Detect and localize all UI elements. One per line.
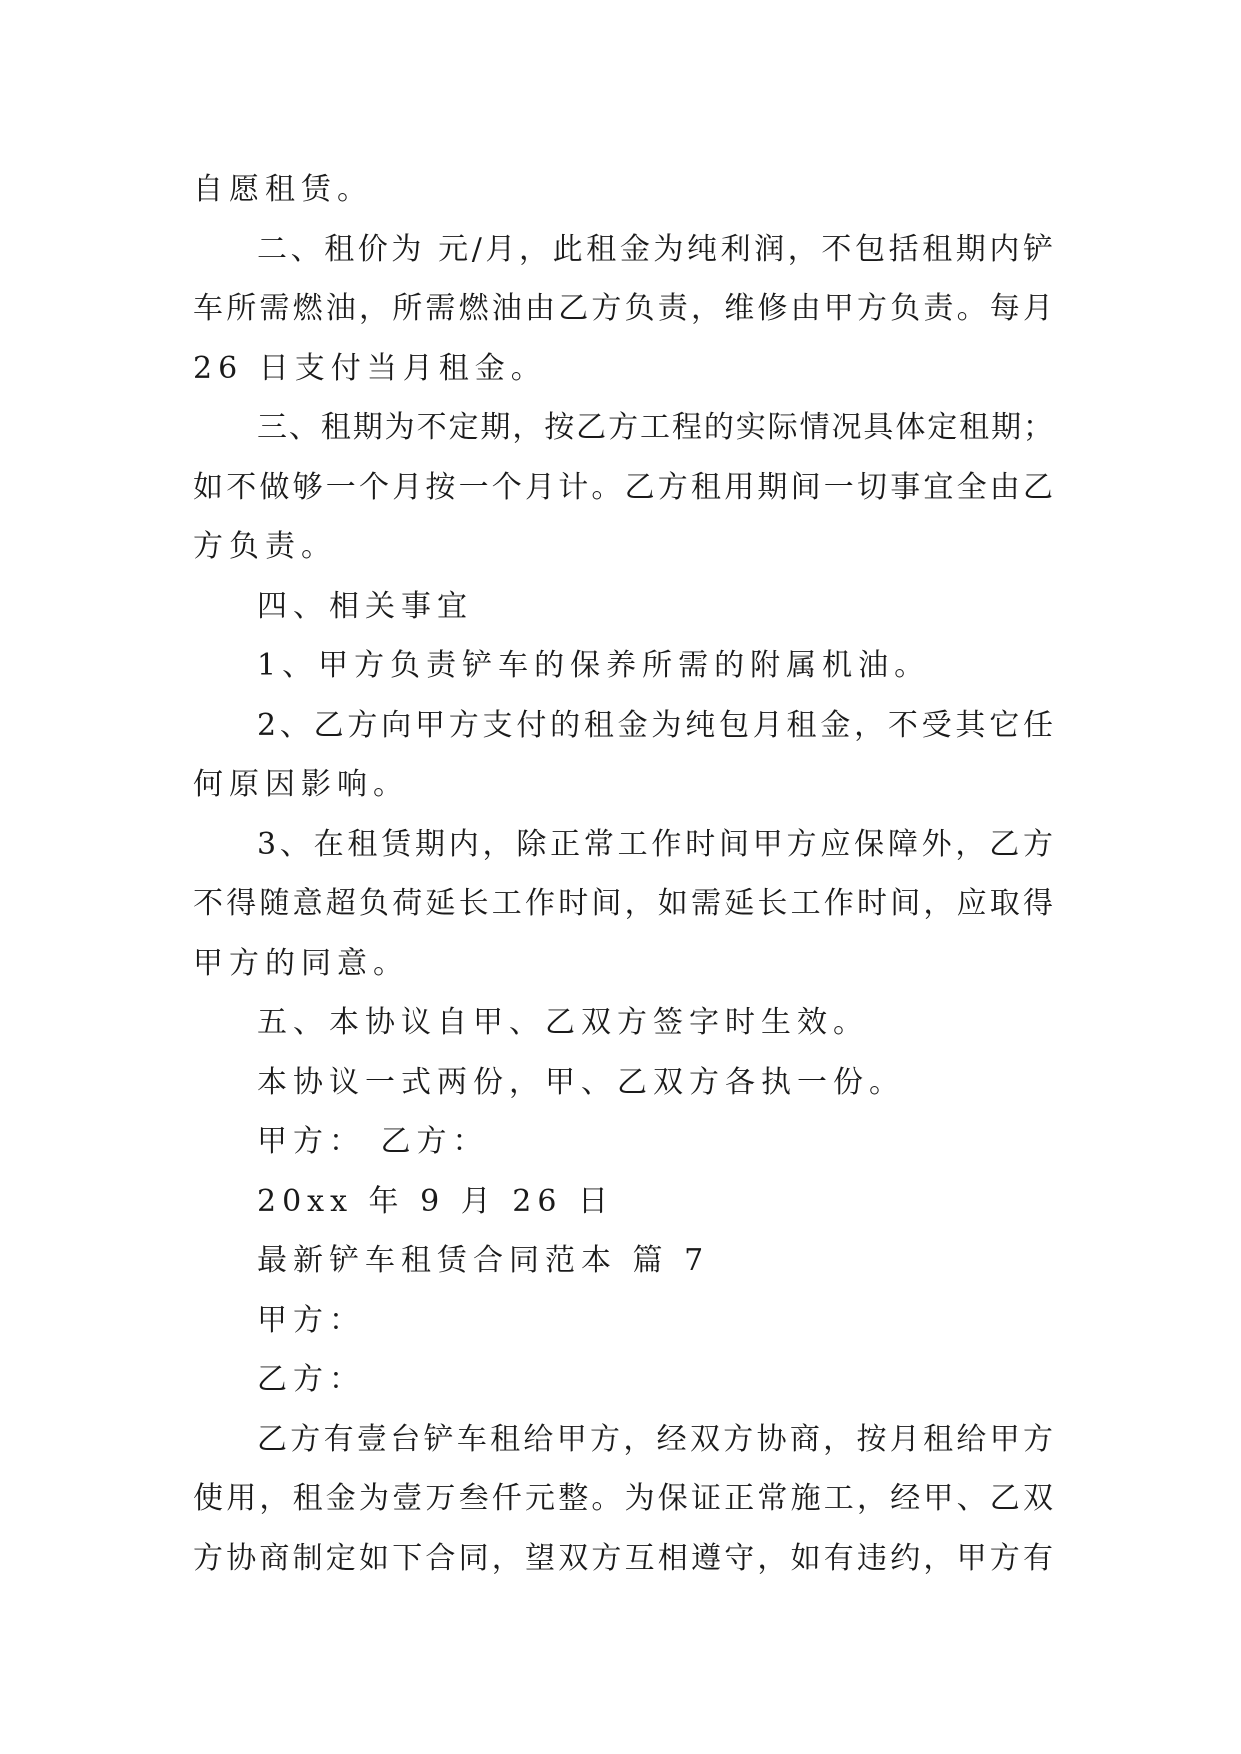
text-line: 2、乙方向甲方支付的租金为纯包月租金，不受其它任: [257, 707, 1053, 743]
text-line: 方协商制定如下合同，望双方互相遵守，如有违约，甲方有: [193, 1540, 1053, 1576]
text-line: 二、租价为 元/月，此租金为纯利润，不包括租期内铲: [257, 231, 1053, 267]
text-line: 26 日支付当月租金。: [193, 350, 547, 386]
signature-line: 甲方： 乙方：: [257, 1124, 489, 1159]
text-line: 1、甲方负责铲车的保养所需的附属机油。: [257, 648, 931, 683]
text-line: 车所需燃油，所需燃油由乙方负责，维修由甲方负责。每月: [193, 291, 1053, 326]
text-line: 本协议一式两份，甲、乙双方各执一份。: [257, 1064, 905, 1100]
text-line: 3、在租赁期内，除正常工作时间甲方应保障外，乙方: [257, 826, 1053, 862]
text-line: 不得随意超负荷延长工作时间，如需延长工作时间，应取得: [193, 886, 1053, 921]
text-line: 乙方有壹台铲车租给甲方，经双方协商，按月租给甲方: [257, 1421, 1053, 1457]
text-line: 自愿租赁。: [193, 172, 373, 207]
text-line: 三、租期为不定期，按乙方工程的实际情况具体定租期；: [257, 410, 1053, 445]
party-a-line: 甲方：: [257, 1302, 365, 1338]
text-line: 如不做够一个月按一个月计。乙方租用期间一切事宜全由乙: [193, 469, 1053, 505]
party-b-line: 乙方：: [257, 1362, 365, 1397]
date-line: 20xx 年 9 月 26 日: [257, 1183, 614, 1219]
contract-title: 最新铲车租赁合同范本 篇 7: [257, 1243, 710, 1278]
document-body: [193, 160, 1053, 1588]
text-line: 甲方的同意。: [193, 945, 409, 981]
text-line: 方负责。: [193, 529, 337, 564]
text-line: 五、本协议自甲、乙双方签字时生效。: [257, 1005, 869, 1040]
text-line: 何原因影响。: [193, 767, 409, 802]
section-heading: 四、相关事宜: [257, 588, 473, 624]
text-line: 使用，租金为壹万叁仟元整。为保证正常施工，经甲、乙双: [193, 1481, 1053, 1516]
